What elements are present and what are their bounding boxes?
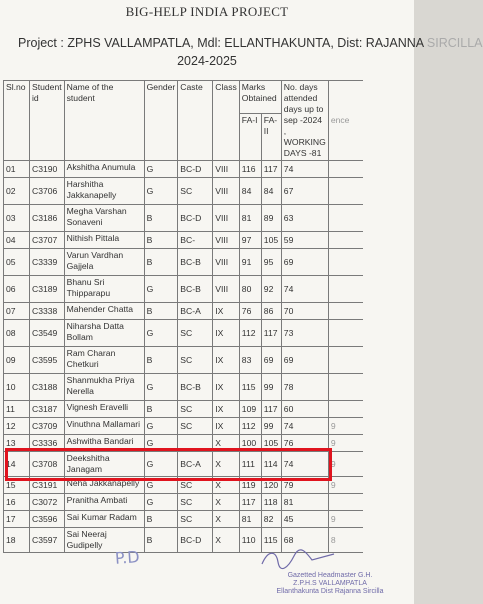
cell-caste: BC-B [178,276,213,303]
cell-sl: 09 [4,347,30,374]
cell-days: 69 [281,347,328,374]
cell-sl: 17 [4,511,30,528]
cell-extra: 9 [328,452,363,477]
cell-gender: B [144,249,178,276]
cell-class: VIII [213,232,240,249]
cell-name: Deekshitha Janagam [64,452,144,477]
cell-fa1: 111 [239,452,261,477]
cell-extra [328,276,363,303]
cell-student-id: C3707 [30,232,65,249]
cell-name: Sai Kumar Radam [64,511,144,528]
cell-caste: BC-D [178,161,213,178]
cell-days: 67 [281,178,328,205]
cell-class: IX [213,303,240,320]
cell-fa2: 86 [261,303,281,320]
cell-extra [328,303,363,320]
cell-extra [328,347,363,374]
cell-name: Nithish Pittala [64,232,144,249]
cell-sl: 08 [4,320,30,347]
cell-extra: 9 [328,477,363,494]
cell-gender: B [144,303,178,320]
cell-fa1: 109 [239,401,261,418]
cell-name: Shanmukha Priya Nerella [64,374,144,401]
cell-student-id: C3190 [30,161,65,178]
cell-student-id: C3186 [30,205,65,232]
cell-extra [328,205,363,232]
cell-student-id: C3188 [30,374,65,401]
cell-sl: 18 [4,528,30,553]
cell-extra: 9 [328,418,363,435]
cell-student-id: C3708 [30,452,65,477]
cell-gender: G [144,276,178,303]
project-year: 2024-2025 [177,54,237,68]
cell-gender: B [144,232,178,249]
project-name: Project : ZPHS VALLAMPATLA, Mdl: ELLANTHAKUNTA, Dist: RAJANNA [18,36,424,50]
cell-fa2: 117 [261,161,281,178]
cell-caste: SC [178,401,213,418]
cell-gender: B [144,401,178,418]
cell-class: X [213,511,240,528]
cell-sl: 11 [4,401,30,418]
cell-caste: SC [178,320,213,347]
cell-gender: G [144,178,178,205]
cell-fa1: 81 [239,511,261,528]
cell-name: Mahender Chatta [64,303,144,320]
cell-caste: BC-A [178,452,213,477]
cell-gender: B [144,528,178,553]
stamp-line-1: Gazetted Headmaster G.H. [287,572,373,579]
cell-class: VIII [213,161,240,178]
cell-extra: 8 [328,528,363,553]
cell-gender: B [144,347,178,374]
table-row [4,276,364,303]
cell-sl: 13 [4,435,30,452]
table-row [4,347,364,374]
cell-student-id: C3706 [30,178,65,205]
cell-sl: 05 [4,249,30,276]
cell-gender: G [144,477,178,494]
cell-fa1: 117 [239,494,261,511]
cell-fa2: 99 [261,374,281,401]
cell-fa1: 91 [239,249,261,276]
cell-fa1: 110 [239,528,261,553]
document-title: BIG-HELP INDIA PROJECT [125,4,289,19]
cell-sl: 01 [4,161,30,178]
header-sl: Sl.no [4,81,30,161]
cell-fa2: 105 [261,232,281,249]
cell-fa2: 114 [261,452,281,477]
header-fa1: FA-I [239,114,261,161]
cell-fa1: 97 [239,232,261,249]
table-row [4,232,364,249]
project-line [18,36,483,50]
cell-sl: 14 [4,452,30,477]
cell-fa2: 118 [261,494,281,511]
cell-class: IX [213,374,240,401]
cell-gender: G [144,494,178,511]
cell-sl: 15 [4,477,30,494]
cell-sl: 04 [4,232,30,249]
cell-days: 45 [281,511,328,528]
project-faded-text: SIRCILLA [426,36,483,50]
cell-caste: SC [178,494,213,511]
cell-days: 73 [281,320,328,347]
cell-student-id: C3191 [30,477,65,494]
cell-name: Niharsha Datta Bollam [64,320,144,347]
cell-days: 74 [281,418,328,435]
cell-gender: G [144,435,178,452]
cell-fa1: 81 [239,205,261,232]
initials-signature: P.D [114,547,141,568]
cell-name: Neha Jakkanapelly [64,477,144,494]
cell-name: Vignesh Eravelli [64,401,144,418]
cell-sl: 02 [4,178,30,205]
cell-student-id: C3597 [30,528,65,553]
cell-class: VIII [213,276,240,303]
cell-fa1: 112 [239,320,261,347]
cell-extra: 9 [328,435,363,452]
cell-extra [328,249,363,276]
cell-class: VIII [213,205,240,232]
cell-student-id: C3189 [30,276,65,303]
cell-fa1: 119 [239,477,261,494]
school-stamp [246,572,414,596]
cell-name: Harshitha Jakkanapelly [64,178,144,205]
cell-days: 70 [281,303,328,320]
cell-name: Ram Charan Chetkuri [64,347,144,374]
table-row [4,161,364,178]
table-row [4,178,364,205]
table-row [4,511,364,528]
cell-student-id: C3709 [30,418,65,435]
cell-gender: G [144,452,178,477]
cell-class: X [213,477,240,494]
cell-caste: BC- [178,232,213,249]
cell-class: IX [213,320,240,347]
cell-class: X [213,528,240,553]
cell-extra [328,401,363,418]
cell-name: Varun Vardhan Gajjela [64,249,144,276]
cell-class: IX [213,418,240,435]
cell-class: X [213,435,240,452]
header-fa2: FA-II [261,114,281,161]
header-class: Class [213,81,240,161]
header-student-id: Student id [30,81,65,161]
cell-fa1: 76 [239,303,261,320]
cell-days: 74 [281,161,328,178]
cell-caste: BC-D [178,205,213,232]
cell-caste: BC-B [178,374,213,401]
cell-days: 78 [281,374,328,401]
cell-sl: 03 [4,205,30,232]
table-row [4,374,364,401]
cell-days: 60 [281,401,328,418]
cell-days: 69 [281,249,328,276]
cell-fa1: 84 [239,178,261,205]
cell-fa2: 99 [261,418,281,435]
cell-fa2: 92 [261,276,281,303]
cell-days: 68 [281,528,328,553]
cell-extra [328,494,363,511]
cell-gender: G [144,161,178,178]
cell-fa2: 82 [261,511,281,528]
header-marks: Marks Obtained [239,81,281,114]
student-table [3,80,363,553]
cell-gender: G [144,418,178,435]
cell-caste: SC [178,418,213,435]
table-row [4,303,364,320]
cell-caste: BC-B [178,249,213,276]
table-row [4,205,364,232]
cell-fa2: 84 [261,178,281,205]
cell-fa1: 80 [239,276,261,303]
cell-sl: 06 [4,276,30,303]
cell-gender: G [144,374,178,401]
cell-fa2: 105 [261,435,281,452]
cell-fa1: 112 [239,418,261,435]
cell-sl: 16 [4,494,30,511]
cell-fa2: 117 [261,401,281,418]
cell-gender: B [144,205,178,232]
cell-fa1: 116 [239,161,261,178]
table-row [4,249,364,276]
stamp-line-2: Z.P.H.S VALLAMPATLA [293,580,367,587]
cell-days: 76 [281,435,328,452]
cell-student-id: C3187 [30,401,65,418]
cell-sl: 07 [4,303,30,320]
cell-extra [328,320,363,347]
cell-extra [328,374,363,401]
cell-fa2: 115 [261,528,281,553]
cell-extra [328,161,363,178]
cell-caste: SC [178,511,213,528]
table-row [4,494,364,511]
cell-days: 74 [281,276,328,303]
cell-class: VIII [213,249,240,276]
cell-fa1: 100 [239,435,261,452]
cell-extra: 9 [328,511,363,528]
cell-name: Sai Neeraj Gudipelly [64,528,144,553]
cell-gender: B [144,511,178,528]
cell-caste: BC-D [178,528,213,553]
cell-class: IX [213,401,240,418]
table-row [4,401,364,418]
cell-name: Megha Varshan Sonaveni [64,205,144,232]
cell-sl: 12 [4,418,30,435]
cell-class: X [213,452,240,477]
cell-fa2: 95 [261,249,281,276]
cell-caste: SC [178,347,213,374]
cell-fa2: 69 [261,347,281,374]
headmaster-signature [258,546,338,572]
cell-gender: G [144,320,178,347]
cell-class: X [213,494,240,511]
table-row [4,418,364,435]
cell-caste: SC [178,477,213,494]
cell-name: Bhanu Sri Thipparapu [64,276,144,303]
cell-student-id: C3338 [30,303,65,320]
cell-days: 79 [281,477,328,494]
header-days: No. days attended days up to sep -2024 , WORKING DAYS -81 [281,81,328,161]
cell-extra [328,232,363,249]
stamp-line-3: Ellanthakunta Dist Rajanna Sircilla [276,588,384,595]
cell-student-id: C3336 [30,435,65,452]
cell-days: 63 [281,205,328,232]
header-extra: ence [328,81,363,161]
cell-student-id: C3595 [30,347,65,374]
cell-caste: BC-A [178,303,213,320]
cell-student-id: C3072 [30,494,65,511]
cell-fa1: 115 [239,374,261,401]
highlight-box [5,448,332,481]
table-row [4,320,364,347]
cell-extra [328,178,363,205]
cell-fa2: 117 [261,320,281,347]
cell-name: Akshitha Anumula [64,161,144,178]
cell-sl: 10 [4,374,30,401]
cell-caste: SC [178,178,213,205]
cell-days: 81 [281,494,328,511]
cell-fa2: 120 [261,477,281,494]
cell-class: VIII [213,178,240,205]
cell-days: 59 [281,232,328,249]
cell-name: Pranitha Ambati [64,494,144,511]
header-name: Name of the student [64,81,144,161]
cell-name: Ashwitha Bandari [64,435,144,452]
cell-name: Vinuthna Mallamari [64,418,144,435]
header-caste: Caste [178,81,213,161]
cell-fa1: 83 [239,347,261,374]
cell-days: 74 [281,452,328,477]
cell-student-id: C3549 [30,320,65,347]
cell-student-id: C3339 [30,249,65,276]
cell-student-id: C3596 [30,511,65,528]
cell-class: IX [213,347,240,374]
header-gender: Gender [144,81,178,161]
cell-fa2: 89 [261,205,281,232]
